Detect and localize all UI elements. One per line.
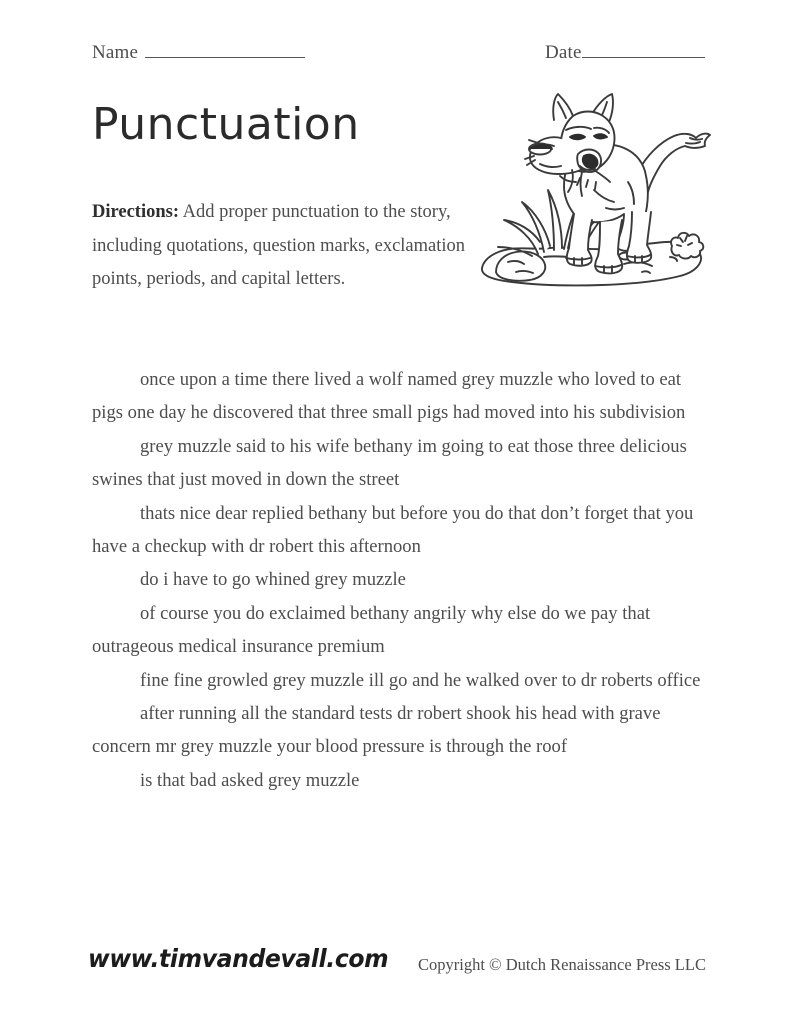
date-field[interactable] <box>545 42 705 64</box>
story-paragraph: thats nice dear replied bethany but before you do that don’t forget that you have a checkup with dr robert this afternoon <box>92 502 694 558</box>
bush <box>671 233 703 259</box>
story-paragraph: do i have to go whined grey muzzle <box>140 569 406 591</box>
date-write-line[interactable] <box>582 57 705 58</box>
story-paragraph: fine fine growled grey muzzle ill go and he walked over to dr roberts office <box>140 669 701 691</box>
story-paragraph: after running all the standard tests dr robert shook his head with grave concern mr grey muzzle your blood pressure is through the roof <box>92 703 661 758</box>
story-paragraph: is that bad asked grey muzzle <box>140 769 360 791</box>
name-label: Name <box>92 42 139 63</box>
name-field[interactable] <box>92 42 305 64</box>
story-paragraph: of course you do exclaimed bethany angrily why else do we pay that outrageous medical insurance premium <box>92 602 651 658</box>
wolf-illustration <box>474 86 714 292</box>
name-write-line[interactable] <box>145 57 305 58</box>
story-paragraph: once upon a time there lived a wolf named grey muzzle who loved to eat pigs one day he discovered that three small pigs had moved into his subdivision <box>92 369 686 424</box>
page-title: Punctuation <box>92 99 360 150</box>
directions-block <box>92 196 470 297</box>
date-label: Date <box>545 42 582 63</box>
directions-text: Add proper punctuation to the story, including quotations, question marks, exclamation points, periods, and capital letters. <box>92 202 466 289</box>
site-url[interactable]: www.timvandevall.com <box>88 944 389 973</box>
directions-label: Directions: <box>92 202 179 222</box>
name-date-row <box>92 42 708 72</box>
story-paragraph: grey muzzle said to his wife bethany im going to eat those three delicious swines that just moved in down the street <box>92 435 687 491</box>
wolf-tail <box>638 134 710 192</box>
copyright-notice: Copyright © Dutch Renaissance Press LLC <box>418 955 706 974</box>
page-footer <box>0 944 800 990</box>
story-body <box>92 363 706 797</box>
